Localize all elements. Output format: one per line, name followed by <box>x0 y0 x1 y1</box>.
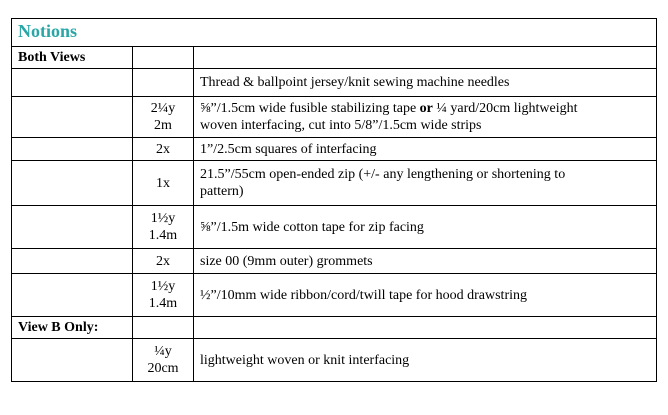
description-cell: ⅝”/1.5m wide cotton tape for zip facing <box>194 206 657 249</box>
quantity-cell: 1½y 1.4m <box>133 206 194 249</box>
quantity-cell <box>133 69 194 97</box>
title-row <box>12 19 657 47</box>
section-label-view-b: View B Only: <box>12 317 133 339</box>
quantity-cell: 1x <box>133 161 194 206</box>
table-row <box>12 339 657 382</box>
table-title: Notions <box>18 21 78 41</box>
description-cell: ⅝”/1.5cm wide fusible stabilizing tape or ¼ yard/20cm lightweight woven interfacing, cut into 5/8”/1.5cm wide strips <box>194 97 657 138</box>
description-cell: Thread & ballpoint jersey/knit sewing machine needles <box>194 69 657 97</box>
description-cell: 1”/2.5cm squares of interfacing <box>194 138 657 161</box>
quantity-cell: 2x <box>133 138 194 161</box>
section-row-view-b <box>12 317 657 339</box>
description-cell: ½”/10mm wide ribbon/cord/twill tape for hood drawstring <box>194 274 657 317</box>
table-row <box>12 161 657 206</box>
section-row-both-views <box>12 47 657 69</box>
quantity-cell: 2¼y 2m <box>133 97 194 138</box>
description-cell: size 00 (9mm outer) grommets <box>194 249 657 274</box>
table-row <box>12 206 657 249</box>
description-cell: lightweight woven or knit interfacing <box>194 339 657 382</box>
section-label-both-views: Both Views <box>12 47 133 69</box>
table-row <box>12 69 657 97</box>
quantity-cell: 1½y 1.4m <box>133 274 194 317</box>
description-cell: 21.5”/55cm open-ended zip (+/- any lengthening or shortening to pattern) <box>194 161 657 206</box>
quantity-cell: 2x <box>133 249 194 274</box>
table-row <box>12 138 657 161</box>
table-row <box>12 97 657 138</box>
table-row <box>12 249 657 274</box>
notions-table <box>11 18 657 382</box>
table-row <box>12 274 657 317</box>
quantity-cell: ¼y 20cm <box>133 339 194 382</box>
